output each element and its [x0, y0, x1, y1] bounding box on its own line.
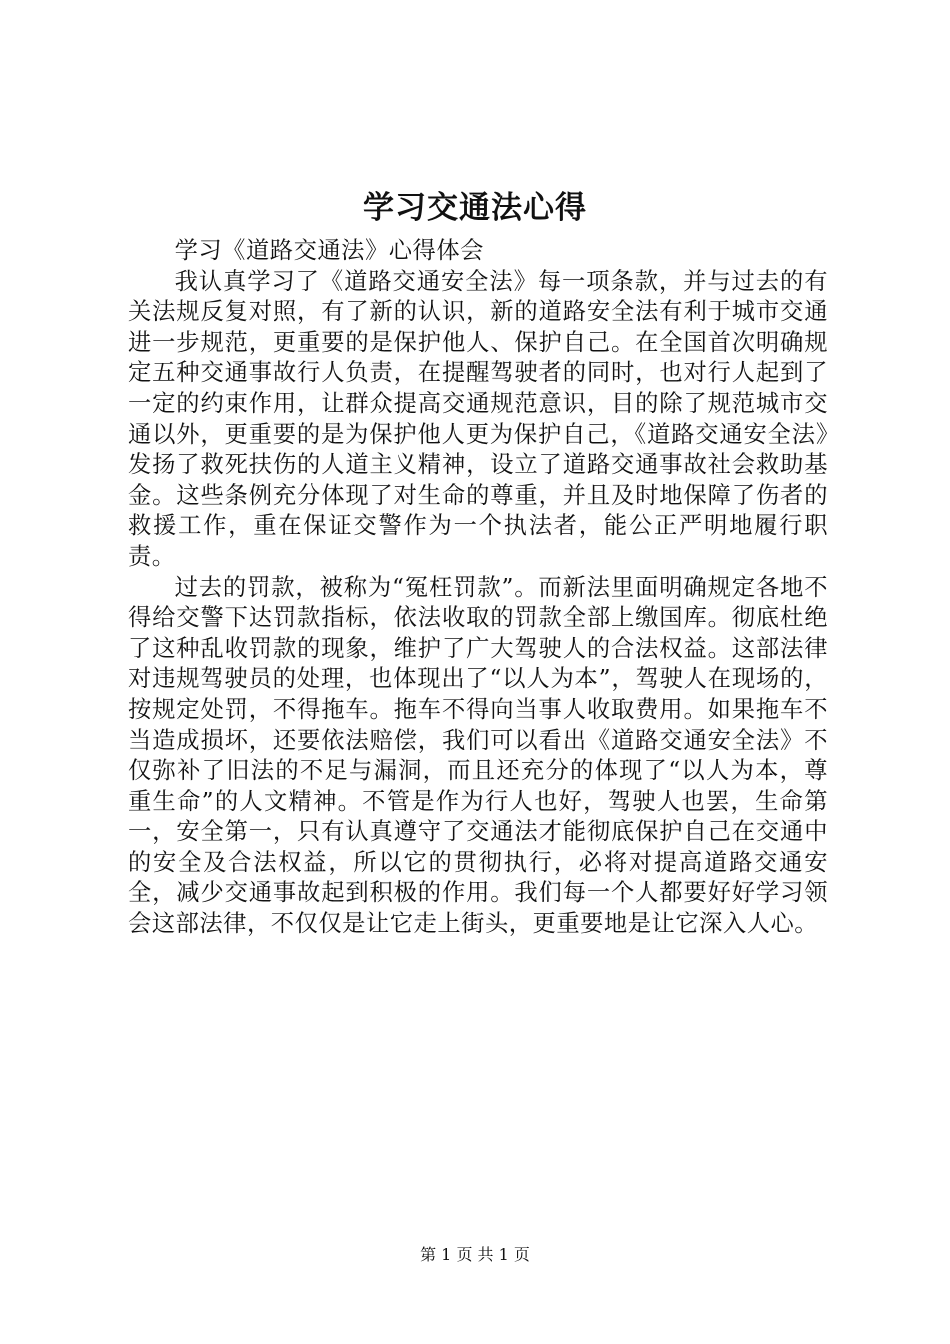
body-paragraph-2: 过去的罚款，被称为“冤枉罚款”。而新法里面明确规定各地不得给交警下达罚款指标，依法收取的罚款全部上缴国库。彻底杜绝了这种乱收罚款的现象，维护了广大驾驶人的合法权益。这部法律对违规驾驶员的处理，也体现出了“以人为本”，驾驶人在现场的，按规定处罚，不得拖车。拖车不得向当事人收取费用。如果拖车不当造成损坏，还要依法赔偿，我们可以看出《道路交通安全法》不仅弥补了旧法的不足与漏洞，而且还充分的体现了“以人为本，尊重生命”的人文精神。不管是作为行人也好，驾驶人也罢，生命第一，安全第一，只有认真遵守了交通法才能彻底保护自己在交通中的安全及合法权益，所以它的贯彻执行，必将对提高道路交通安全，减少交通事故起到积极的作用。我们每一个人都要好好学习领会这部法律，不仅仅是让它走上街头，更重要地是让它深入人心。: [128, 573, 828, 938]
subtitle-paragraph: 学习《道路交通法》心得体会: [174, 237, 484, 264]
page-footer: 第 1 页 共 1 页: [420, 1245, 530, 1264]
body-paragraph-1: 我认真学习了《道路交通安全法》每一项条款，并与过去的有关法规反复对照，有了新的认识，新的道路安全法有利于城市交通进一步规范，更重要的是保护他人、保护自己。在全国首次明确规定五种交通事故行人负责，在提醒驾驶者的同时，也对行人起到了一定的约束作用，让群众提高交通规范意识，目的除了规范城市交通以外，更重要的是为保护他人更为保护自己，《道路交通安全法》发扬了救死扶伤的人道主义精神，设立了道路交通事故社会救助基金。这些条例充分体现了对生命的尊重，并且及时地保障了伤者的救援工作，重在保证交警作为一个执法者，能公正严明地履行职责。: [128, 267, 828, 570]
document-title: 学习交通法心得: [363, 190, 587, 226]
document-body: [128, 236, 828, 940]
